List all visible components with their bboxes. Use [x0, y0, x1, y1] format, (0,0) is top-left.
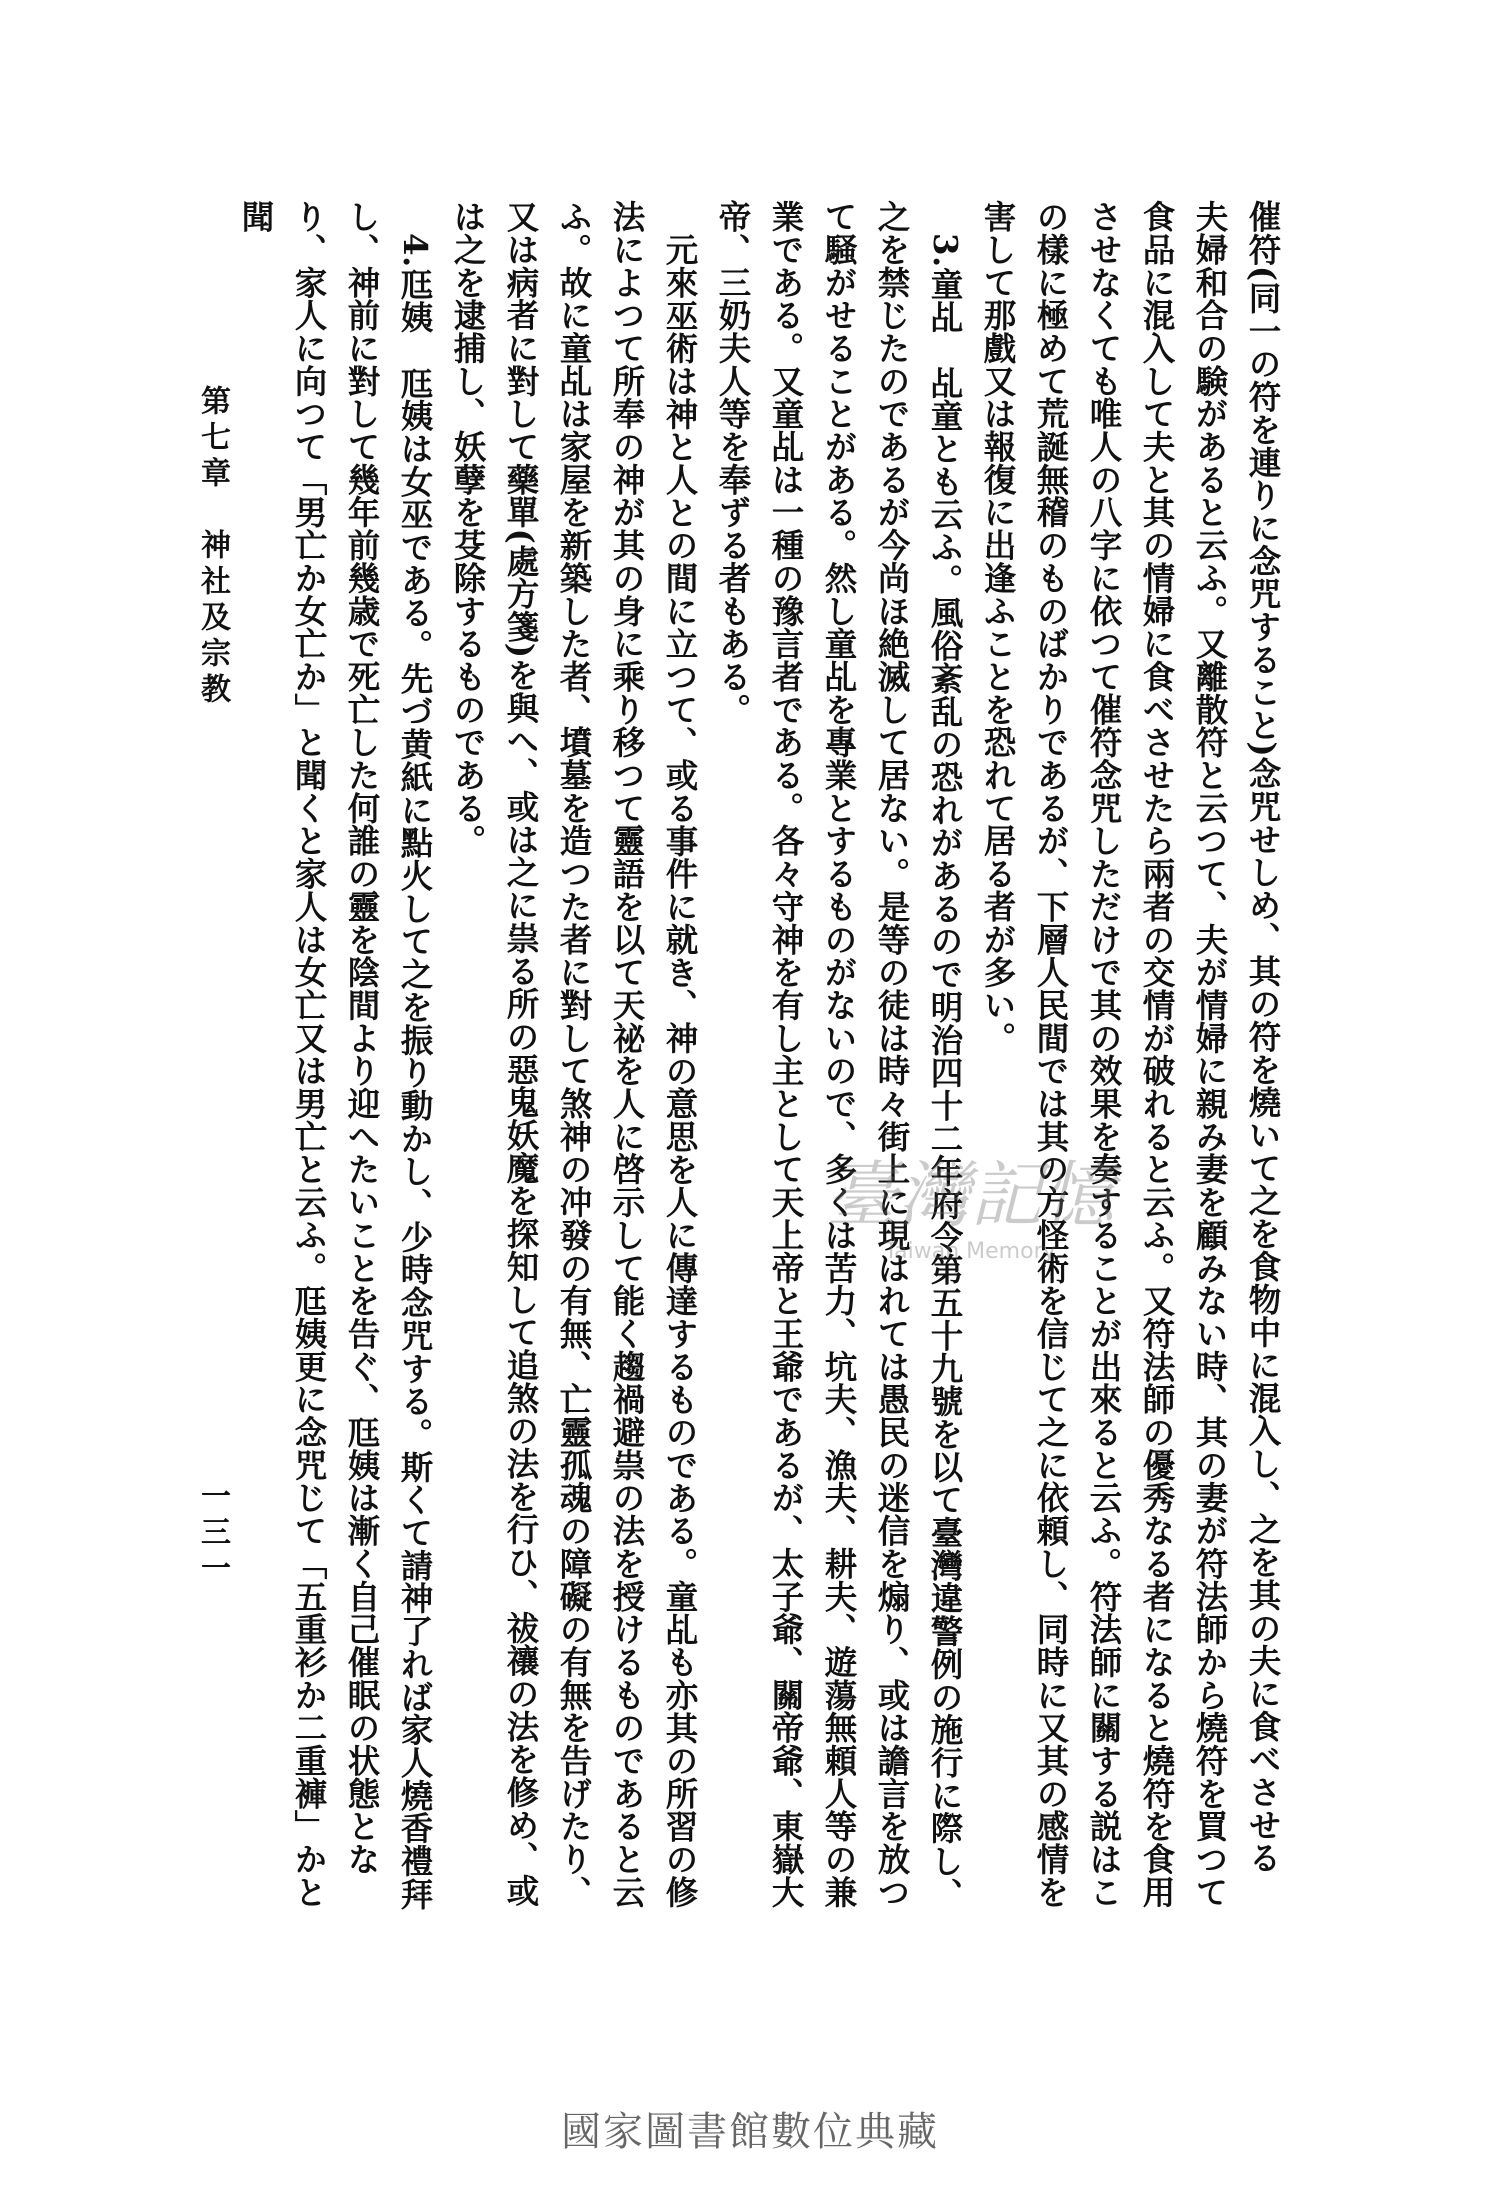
running-head: 第七章 神社及宗教: [195, 385, 230, 709]
paragraph-2: 3.童乩 乩童とも云ふ。風俗紊乱の恐れがあるので明治四十二年府令第五十九號を以て臺灣違警例の施行に際し、之を禁じたのであるが今尚ほ絶滅して居ない。是等の徒は時々街上に現はれては愚民の迷信を煽り、或は譫言を放つて騒がせることがある。然し童乩を專業とするものがないので、多くは苦力、坑夫、漁夫、耕夫、遊蕩無頼人等の兼業である。又童乩は一種の豫言者である。各々守神を有し主として天上帝と王爺であるが、太子爺、關帝爺、東嶽大帝、三奶夫人等を奉ずる者もある。: [714, 200, 965, 1910]
paragraph-3: 元來巫術は神と人との間に立つて、或る事件に就き、神の意思を人に傳達するものである。童乩も亦其の所習の修法によつて所奉の神が其の身に乘り移つて靈語を以て天祕を人に啓示して能く趨禍避祟の法を授けるものであると云ふ。故に童乩は家屋を新築した者、墳墓を造つた者に對して煞神の冲發の有無、亡靈孤魂の障礙の有無を告げたり、又は病者に對して藥單(處方箋)を與へ、或は之に祟る所の惡鬼妖魔を探知して追煞の法を行ひ、祓禳の法を修め、或は之を逮捕し、妖孽を芟除するものである。: [449, 200, 700, 1909]
first-line: 催符(同一の符を連りに念咒すること)念咒せしめ、其の符を燒いて之を食物中に混入し、之を其の夫に食べさせる: [1244, 200, 1283, 1874]
footer-credit: 國家圖書館數位典藏: [561, 2109, 939, 2155]
paragraph-1: 夫婦和合の験があると云ふ。又離散符と云つて、夫が情婦に親み妻を顧みない時、其の妻が符法師から燒符を買つて食品に混入して夫と其の情婦に食べさせたら兩者の交情が破れると云ふ。又符法師の優秀なる者になると燒符を食用させなくても唯人の八字に依つて催符念咒しただけで其の效果を奏することが出來ると云ふ。符法師に關する説はこの樣に極めて荒誕無稽のものばかりであるが、下層人民間では其の方怪術を信じて之に依頼し、同時に又其の感情を害して那戲又は報復に出逢ふことを恐れて居る者が多い。: [979, 200, 1230, 1909]
watermark-subtext: Taiwan Memory: [884, 1239, 1056, 1264]
body-text: [237, 200, 1290, 1930]
watermark-text: 臺灣記憶: [825, 1153, 1115, 1237]
paragraph-4: 4.尫姨 尫姨は女巫である。先づ黄紙に點火して之を振り動かし、少時念咒する。斯くて請神了れば家人燒香禮拜し、神前に對して幾年前幾歳で死亡した何誰の靈を陰間より迎へたいことを告ぐ、尫姨は漸く自己催眠の状態となり、家人に向つて「男亡か女亡か」と聞くと家人は女亡又は男亡と云ふ。尫姨更に念咒じて「五重衫か二重褲」かと聞: [237, 200, 435, 1910]
page-number: 一三一: [195, 1480, 230, 1588]
